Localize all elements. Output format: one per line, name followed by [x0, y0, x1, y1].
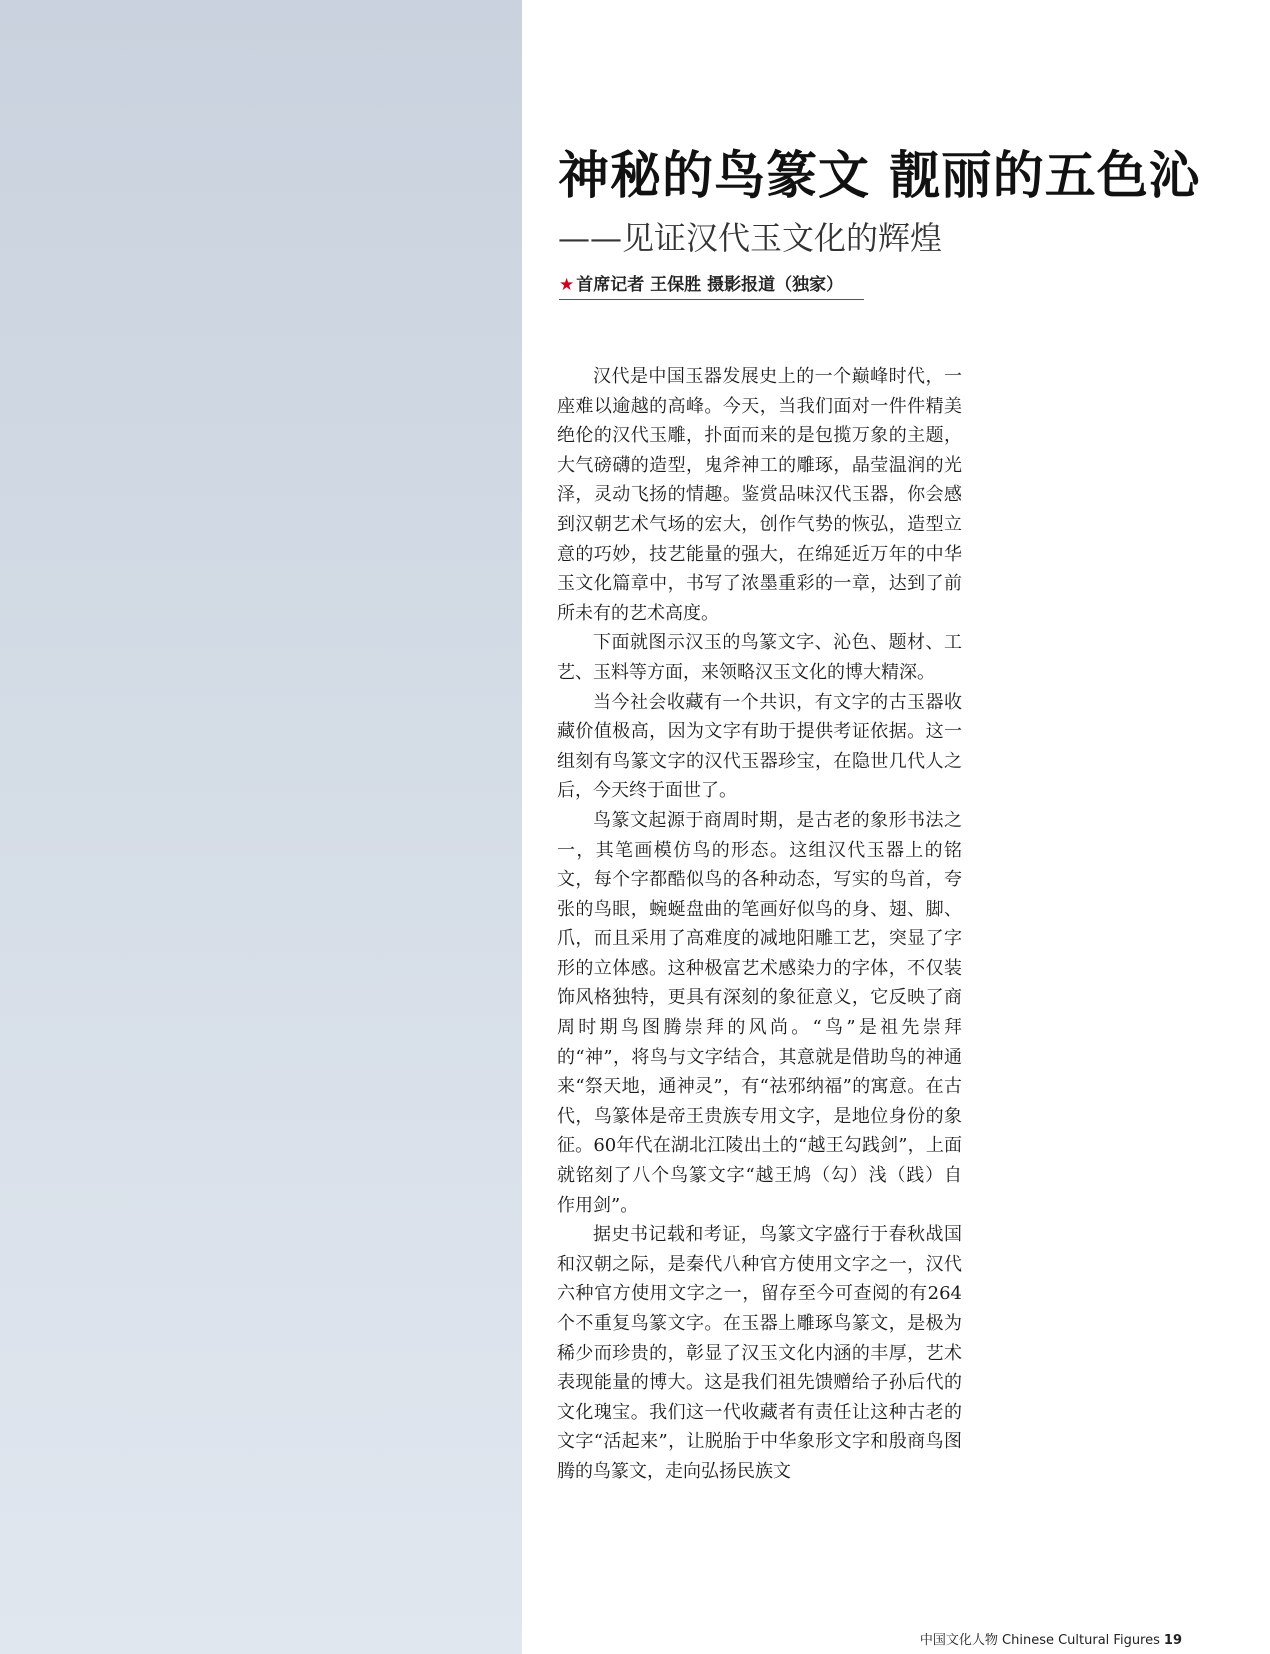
article-subtitle: ——见证汉代玉文化的辉煌: [558, 219, 943, 257]
publication-name: 中国文化人物 Chinese Cultural Figures: [919, 1633, 1160, 1648]
article-paragraph: 当今社会收藏有一个共识，有文字的古玉器收藏价值极高，因为文字有助于提供考证依据。这一组刻有鸟篆文字的汉代玉器珍宝，在隐世几代人之后，今天终于面世了。: [557, 691, 962, 802]
page-number: 19: [1163, 1633, 1182, 1648]
article-paragraph: 下面就图示汉玉的鸟篆文字、沁色、题材、工艺、玉料等方面，来领略汉玉文化的博大精深。: [557, 632, 962, 683]
byline: [559, 274, 864, 300]
byline-text: 首席记者 王保胜 摄影报道（独家）: [576, 275, 844, 295]
star-icon: ★: [559, 275, 575, 295]
side-color-panel: [0, 0, 522, 1654]
page-footer: [920, 1633, 1182, 1649]
article-paragraph: 汉代是中国玉器发展史上的一个巅峰时代，一座难以逾越的高峰。今天，当我们面对一件件精美绝伦的汉代玉雕，扑面而来的是包揽万象的主题，大气磅礴的造型，鬼斧神工的雕琢，晶莹温润的光泽，灵动飞扬的情趣。鉴赏品味汉代玉器，你会感到汉朝艺术气场的宏大，创作气势的恢弘，造型立意的巧妙，技艺能量的强大，在绵延近万年的中华玉文化篇章中，书写了浓墨重彩的一章，达到了前所未有的艺术高度。: [557, 366, 962, 624]
article-paragraph: 据史书记载和考证，鸟篆文字盛行于春秋战国和汉朝之际，是秦代八种官方使用文字之一，汉代六种官方使用文字之一，留存至今可查阅的有264个不重复鸟篆文字。在玉器上雕琢鸟篆文，是极为稀少而珍贵的，彰显了汉玉文化内涵的丰厚，艺术表现能量的博大。这是我们祖先馈赠给子孙后代的文化瑰宝。我们这一代收藏者有责任让这种古老的文字“活起来”，让脱胎于中华象形文字和殷商鸟图腾的鸟篆文，走向弘扬民族文: [557, 1224, 962, 1482]
article-title: 神秘的鸟篆文 靓丽的五色沁: [558, 146, 1201, 206]
article-paragraph: 鸟篆文起源于商周时期，是古老的象形书法之一，其笔画模仿鸟的形态。这组汉代玉器上的铭文，每个字都酷似鸟的各种动态，写实的鸟首，夸张的鸟眼，蜿蜒盘曲的笔画好似鸟的身、翅、脚、爪，而且采用了高难度的减地阳雕工艺，突显了字形的立体感。这种极富艺术感染力的字体，不仅装饰风格独特，更具有深刻的象征意义，它反映了商周时期鸟图腾崇拜的风尚。“鸟”是祖先崇拜的“神”，将鸟与文字结合，其意就是借助鸟的神通来“祭天地，通神灵”，有“祛邪纳福”的寓意。在古代，鸟篆体是帝王贵族专用文字，是地位身份的象征。60年代在湖北江陵出土的“越王勾践剑”，上面就铭刻了八个鸟篆文字“越王鸠（勾）浅（践）自作用剑”。: [557, 809, 962, 1216]
article-body: [557, 362, 962, 1487]
